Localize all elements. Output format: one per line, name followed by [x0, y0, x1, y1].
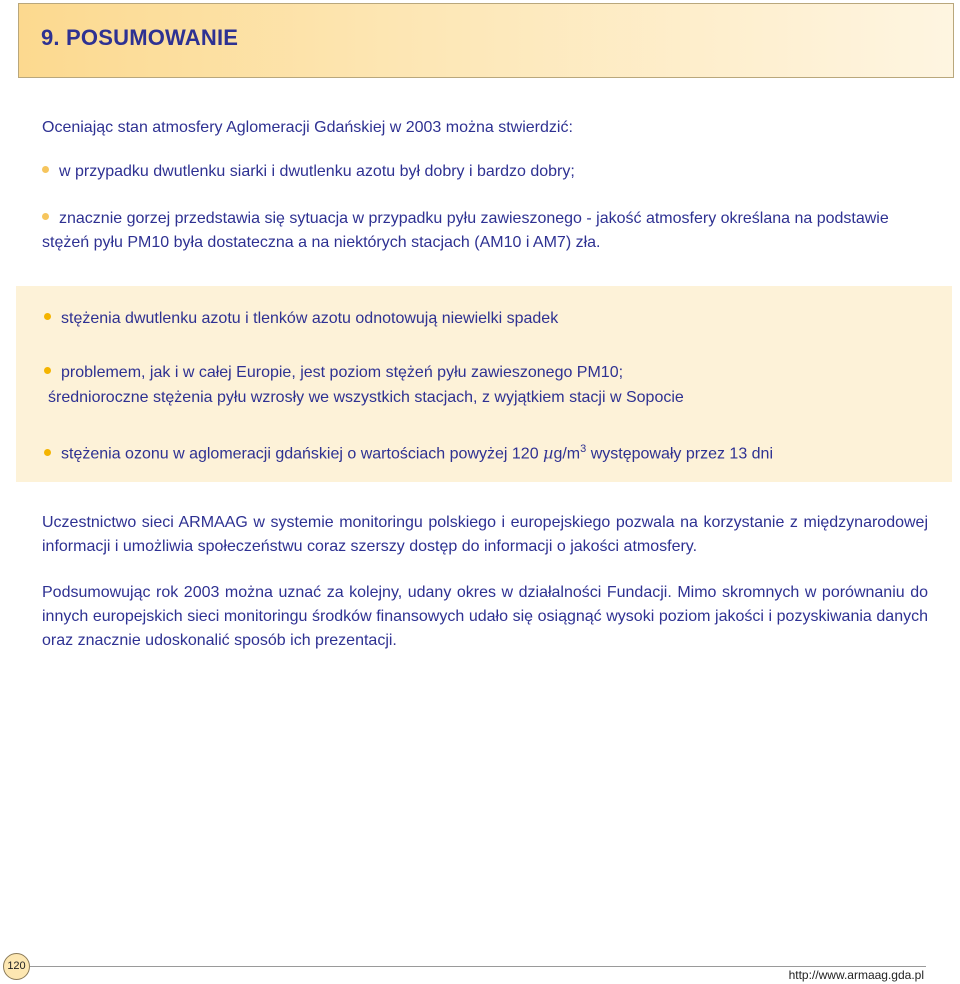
page-title: 9. POSUMOWANIE [41, 25, 239, 50]
summary-bullet-text: znacznie gorzej przedstawia się sytuacja w przypadku pyłu zawieszonego - jakość atmosfery określana na podstawie stężeń pyłu PM10 była dostateczna a na niektórych stacjach (AM10 i AM7) zła. [42, 210, 889, 251]
summary-bullet-2 [42, 207, 932, 255]
bullet-icon [44, 367, 51, 374]
highlight-item-text: problemem, jak i w całej Europie, jest poziom stężeń pyłu zawieszonego PM10; [61, 364, 624, 381]
unit-superscript: 3 [580, 443, 587, 455]
paragraph-summary: Podsumowując rok 2003 można uznać za kolejny, udany okres w działalności Fundacji. Mimo skromnych w porównaniu do innych europejskich sieci monitoringu środków finansowych udało się osiągnąć wysoki poziom jakości i pozyskiwania danych oraz znacznie udoskonalić sposób ich prezentacji. [42, 584, 928, 649]
highlight-item-3 [44, 437, 924, 466]
highlight-item-text: stężenia ozonu w aglomeracji gdańskiej o wartościach powyżej 120 [61, 445, 544, 463]
paragraph-armaag: Uczestnictwo sieci ARMAAG w systemie monitoringu polskiego i europejskiego pozwala na korzystanie z międzynarodowej informacji i umożliwia społeczeństwu coraz szerszy dostęp do informacji o jakości atmosfery. [42, 514, 928, 555]
summary-bullet-1 [42, 160, 922, 184]
bullet-icon [44, 449, 51, 456]
highlight-item-1 [44, 307, 924, 331]
page-number-badge: 120 [3, 953, 30, 980]
footer-divider [30, 966, 926, 967]
micro-symbol: µ [543, 443, 554, 463]
highlight-item-2-continuation: średnioroczne stężenia pyłu wzrosły we wszystkich stacjach, z wyjątkiem stacji w Sopocie [48, 389, 684, 406]
section-header [18, 3, 954, 78]
footer-url[interactable]: http://www.armaag.gda.pl [788, 968, 924, 982]
bullet-icon [42, 166, 49, 173]
bullet-icon [44, 313, 51, 320]
highlight-item-2 [44, 361, 924, 385]
intro-text: Oceniając stan atmosfery Aglomeracji Gdańskiej w 2003 można stwierdzić: [42, 119, 573, 136]
summary-bullet-text: w przypadku dwutlenku siarki i dwutlenku azotu był dobry i bardzo dobry; [59, 163, 575, 180]
highlight-item-text: stężenia dwutlenku azotu i tlenków azotu odnotowują niewielki spadek [61, 310, 559, 327]
unit-text: g/m [553, 445, 581, 463]
bullet-icon [42, 213, 49, 220]
highlight-box [16, 286, 952, 482]
highlight-item-text-suffix: występowały przez 13 dni [586, 445, 774, 463]
